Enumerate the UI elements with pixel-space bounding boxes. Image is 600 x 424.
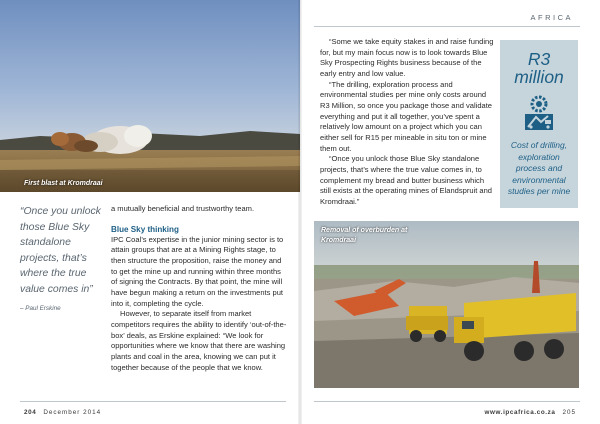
left-body-column xyxy=(111,204,287,373)
body-paragraph: However, to separate itself from market competitors requires the ability to identify ‘out-of-the-box’ deals, as Erskine explained: “We look for opportunities where we know that there are washing plants and coal in the area, knowing we can put it together because of the people that we know. xyxy=(111,309,287,372)
left-footer xyxy=(24,409,101,416)
cost-sidebar xyxy=(500,40,578,208)
body-paragraph: a mutually beneficial and trustworthy team. xyxy=(111,204,255,213)
page-number: 204 xyxy=(24,409,37,416)
body-paragraph: “Once you unlock those Blue Sky standalone projects, that’s where the true value comes in, to complement my bread and butter business which still exists at the operating mines of Elandspruit and Kromdraai.” xyxy=(320,154,492,206)
header-rule xyxy=(314,26,580,27)
sidebar-value: R3 xyxy=(527,49,551,69)
body-paragraph: “Some we take equity stakes in and raise funding for, but my main focus now is to look towards Blue Sky Prospecting Rights business because of the early entry and low value. xyxy=(320,37,494,78)
blast-photo-caption: First blast at Kromdraai xyxy=(24,180,103,187)
footer-rule xyxy=(20,401,286,402)
right-page xyxy=(300,0,600,424)
sidebar-description: Cost of drilling, exploration process and environmental studies per mine xyxy=(507,140,571,197)
pull-quote xyxy=(20,204,104,312)
truck-photo-caption: Removal of overburden at Kromdraai xyxy=(321,227,408,244)
sidebar-unit: million xyxy=(514,67,564,87)
truck-photo xyxy=(314,221,579,388)
website-url: www.ipcafrica.co.za xyxy=(484,409,556,416)
blast-photo xyxy=(0,0,300,192)
right-body-column xyxy=(320,37,496,208)
pull-quote-text: “Once you unlock those Blue Sky standalone projects, that’s where the true value comes in” xyxy=(20,206,101,295)
page-number: 205 xyxy=(562,409,576,416)
mining-excavator-icon xyxy=(519,92,559,132)
truck-photo-image xyxy=(314,221,579,388)
page-gutter xyxy=(298,0,302,424)
blast-photo-image xyxy=(0,0,300,192)
issue-date: December 2014 xyxy=(43,409,102,416)
right-footer xyxy=(484,409,576,416)
pull-quote-attribution: – Paul Erskine xyxy=(20,305,61,312)
body-paragraph: IPC Coal’s expertise in the junior mining sector is to attain groups that are at a Mining Rights stage, to then structure the proposition, raise the money and to get the mine up and running within three months of signing the Contracts. By that point, the mine will have begun making a return on the investments put into it, completing the cycle. xyxy=(111,234,284,308)
footer-rule xyxy=(314,401,580,402)
section-tag: AFRICA xyxy=(530,13,573,22)
section-heading: Blue Sky thinking xyxy=(111,224,179,234)
body-paragraph: “The drilling, exploration process and environmental studies per mine only costs around R3 Million, so once you package those and validate everything and put it all together, you’ve spent a relatively low amount on a project which you can either sell for R15 per mineable in situ ton or mine them out. xyxy=(320,79,493,153)
